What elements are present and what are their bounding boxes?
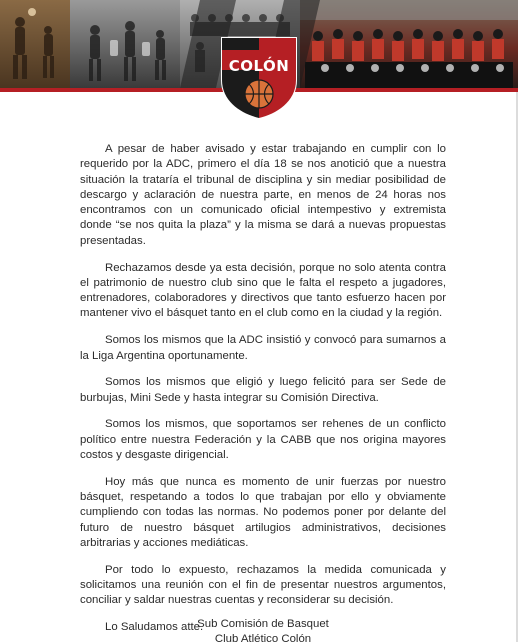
paragraph-7: Por todo lo expuesto, rechazamos la medida comunicada y solicitamos una reunión con el fin de presentar nuestros argumentos, conciliar y saldar nuestras cuentas y reconsiderar su decisión. <box>80 563 446 607</box>
paragraph-1: A pesar de haber avisado y estar trabajando en cumplir con lo requerido por la ADC, primero el día 18 se nos anotició que a nuestra situación la trataría el tribunal de disciplina y sin mediar posibilidad de descargo y aclaración de nuestra parte, en menos de 24 horas nos encontramos con un comunicado oficial intempestivo y extremista donde “se nos quita la plaza” y la misma se dará a nuevas propuestas presentadas. <box>80 143 446 247</box>
paragraph-2: Rechazamos desde ya esta decisión, porque no solo atenta contra el patrimonio de nuestro club sino que le falta el respeto a jugadores, entrenadores, colaboradores y directivos que tanto esfuerzo hacen por mantener vivo el básquet tanto en el club como en la ciudad y la región. <box>80 261 446 320</box>
signature-line-1: Sub Comisión de Basquet <box>197 618 329 630</box>
basketball-icon <box>245 80 273 108</box>
paragraph-6: Hoy más que nunca es momento de unir fuerzas por nuestro básquet, respetando a todos lo que trabajan por ello y obviamente cumpliendo con todas las normas. No podemos poner por delante del futuro de nuestro básquet artilugios administrativos, decisiones arbitrarias y acciones mediáticas. <box>80 475 446 550</box>
colon-club-crest <box>218 36 300 120</box>
signature-block <box>80 617 446 642</box>
letter-body <box>80 142 446 642</box>
signature-line-2: Club Atlético Colón <box>214 633 312 642</box>
paragraph-3: Somos los mismos que la ADC insistió y convocó para sumarnos a la Liga Argentina oportunamente. <box>80 334 446 362</box>
paragraph-5: Somos los mismos, que soportamos ser rehenes de un conflicto político entre nuestra Federación y la CABB que nos origina mayores costos y desgaste dirigencial. <box>80 418 446 462</box>
closing-line: Lo Saludamos atte. <box>105 621 204 634</box>
crest-title: COLÓN <box>228 57 290 75</box>
paragraph-4: Somos los mismos que eligió y luego felicitó para ser Sede de burbujas, Mini Sede y hasta integrar su Comisión Directiva. <box>80 376 446 404</box>
